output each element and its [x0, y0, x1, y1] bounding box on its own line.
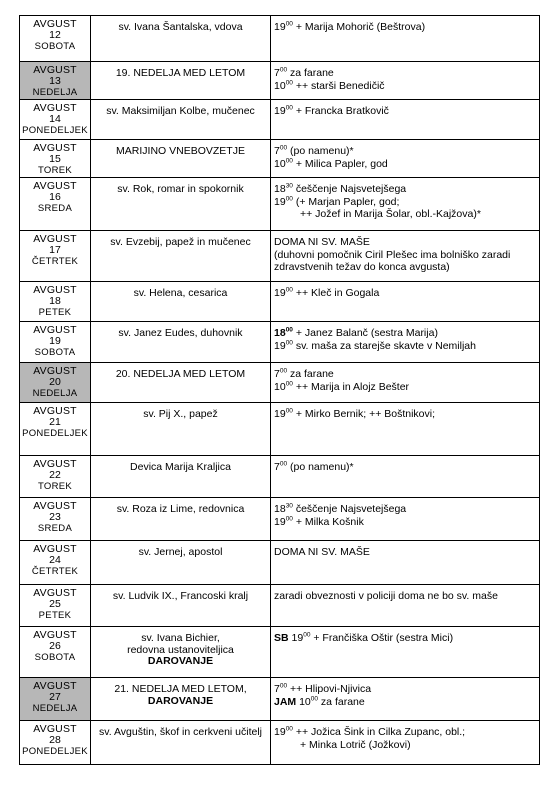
- mass-cell: [271, 403, 540, 456]
- mass-line: [274, 327, 537, 340]
- schedule-row: [20, 678, 540, 721]
- offering-label: DAROVANJE: [147, 694, 214, 707]
- schedule-row: [20, 403, 540, 456]
- feast-line: sv. Pij X., papež: [143, 408, 218, 420]
- month-label: AVGUST: [33, 142, 77, 154]
- schedule-table: [19, 15, 540, 765]
- date-cell: [20, 363, 91, 403]
- mass-minutes: 00: [285, 104, 293, 112]
- mass-text: + Milica Papler, god: [292, 157, 388, 170]
- month-label: AVGUST: [33, 324, 77, 336]
- month-label: AVGUST: [33, 458, 77, 470]
- feast-cell: [91, 456, 271, 498]
- weekday-label: SOBOTA: [34, 652, 76, 663]
- day-number: 24: [49, 554, 61, 566]
- mass-text: (po namenu)*: [287, 461, 354, 473]
- mass-line: [274, 145, 537, 158]
- date-cell: [20, 498, 91, 541]
- mass-line: [274, 683, 537, 696]
- mass-line: [274, 590, 537, 603]
- mass-cell: [271, 627, 540, 678]
- date-cell: [20, 456, 91, 498]
- mass-line: [274, 208, 537, 221]
- mass-line: [274, 368, 537, 381]
- mass-hour: 7: [274, 67, 280, 79]
- month-label: AVGUST: [33, 543, 77, 555]
- mass-cell: [271, 62, 540, 100]
- month-label: AVGUST: [33, 64, 77, 76]
- mass-hour: 18: [274, 183, 286, 195]
- day-number: 21: [49, 416, 61, 428]
- feast-cell: [91, 403, 271, 456]
- schedule-row: [20, 627, 540, 678]
- weekday-label: SOBOTA: [34, 347, 76, 358]
- weekday-label: PONEDELJEK: [22, 428, 88, 439]
- mass-line: [274, 516, 537, 529]
- mass-line: [274, 158, 537, 171]
- feast-line: sv. Ivana Bichier,: [141, 632, 220, 644]
- feast-line: sv. Ivana Šantalska, vdova: [118, 21, 243, 33]
- mass-cell: [271, 178, 540, 231]
- day-number: 26: [49, 640, 61, 652]
- mass-hour: 19: [274, 21, 286, 33]
- mass-text: ++ starši Benedičič: [292, 79, 385, 92]
- mass-time: [274, 461, 287, 473]
- day-number: 16: [49, 191, 61, 203]
- feast-line: redovna ustanoviteljica: [127, 643, 234, 656]
- mass-minutes: 00: [285, 326, 293, 334]
- weekday-label: NEDELJA: [32, 388, 78, 399]
- mass-hour: 19: [291, 632, 304, 644]
- mass-text: zdravstvenih težav do konca avgusta): [274, 261, 450, 273]
- feast-cell: [91, 62, 271, 100]
- weekday-label: ČETRTEK: [31, 566, 79, 577]
- weekday-label: SREDA: [37, 203, 73, 214]
- feast-cell: [91, 363, 271, 403]
- mass-time: [274, 340, 293, 352]
- mass-cell: [271, 541, 540, 585]
- date-cell: [20, 231, 91, 282]
- schedule-row: [20, 721, 540, 765]
- mass-hour: 7: [274, 368, 280, 380]
- mass-minutes: 00: [279, 144, 288, 152]
- mass-time: [274, 158, 293, 170]
- mass-line: [274, 381, 537, 394]
- mass-time: [274, 327, 293, 339]
- mass-minutes: 00: [285, 79, 293, 86]
- mass-cell: [271, 498, 540, 541]
- mass-text: + Frančiška Oštir (sestra Mici): [310, 632, 454, 644]
- mass-cell: [271, 363, 540, 403]
- month-label: AVGUST: [33, 18, 77, 30]
- feast-cell: [91, 541, 271, 585]
- mass-minutes: 00: [285, 20, 293, 28]
- month-label: AVGUST: [33, 405, 77, 417]
- mass-minutes: 00: [285, 407, 293, 415]
- mass-text: (+ Marjan Papler, god;: [292, 195, 400, 208]
- mass-text: za farane: [287, 67, 334, 79]
- mass-line: [274, 196, 537, 209]
- mass-line: [274, 739, 537, 752]
- weekday-label: ČETRTEK: [31, 256, 79, 267]
- mass-cell: [271, 585, 540, 627]
- mass-minutes: 00: [279, 66, 288, 74]
- feast-cell: [91, 140, 271, 178]
- month-label: AVGUST: [33, 500, 77, 512]
- mass-hour: 10: [274, 380, 286, 393]
- weekday-label: PONEDELJEK: [22, 125, 88, 136]
- mass-time: [299, 696, 318, 708]
- month-label: AVGUST: [33, 587, 77, 599]
- mass-text: DOMA NI SV. MAŠE: [274, 236, 370, 248]
- mass-line: [274, 408, 537, 421]
- mass-line: [274, 546, 537, 559]
- mass-time: [274, 408, 293, 420]
- date-cell: [20, 585, 91, 627]
- mass-text: češčenje Najsvetejšega: [292, 503, 407, 515]
- mass-text: ++ Jožef in Marija Šolar, obl.-Kajžova)*: [300, 208, 481, 220]
- day-number: 20: [49, 376, 61, 388]
- mass-time: [274, 196, 293, 208]
- schedule-row: [20, 178, 540, 231]
- feast-cell: [91, 498, 271, 541]
- mass-line: [274, 21, 537, 34]
- mass-minutes: 00: [285, 380, 293, 387]
- feast-line: 19. NEDELJA MED LETOM: [115, 67, 246, 79]
- feast-line: sv. Avguštin, škof in cerkveni učitelj: [98, 726, 263, 738]
- mass-hour: 19: [274, 195, 286, 208]
- weekday-label: NEDELJA: [32, 703, 78, 714]
- month-label: AVGUST: [33, 365, 77, 377]
- mass-time: [274, 105, 293, 117]
- mass-text: + Minka Lotrič (Jožkovi): [300, 738, 411, 751]
- schedule-row: [20, 322, 540, 363]
- mass-text: + Mirko Bernik; ++ Boštnikovi;: [292, 408, 436, 420]
- mass-minutes: 00: [279, 367, 288, 375]
- mass-minutes: 00: [285, 515, 293, 522]
- mass-time: [274, 80, 293, 92]
- schedule-row: [20, 100, 540, 140]
- mass-cell: [271, 140, 540, 178]
- mass-minutes: 00: [285, 339, 293, 346]
- mass-time: [274, 183, 293, 195]
- mass-hour: 19: [274, 339, 286, 352]
- mass-time: [274, 145, 287, 157]
- mass-line: [274, 80, 537, 93]
- feast-cell: [91, 16, 271, 62]
- feast-cell: [91, 322, 271, 363]
- mass-text: ++ Kleč in Gogala: [292, 287, 380, 299]
- mass-hour: 7: [274, 145, 280, 157]
- day-number: 19: [49, 335, 61, 347]
- day-number: 15: [49, 153, 61, 165]
- mass-line: [274, 261, 537, 274]
- schedule-row: [20, 498, 540, 541]
- month-label: AVGUST: [33, 723, 77, 735]
- mass-line: [274, 503, 537, 516]
- day-number: 14: [49, 113, 61, 125]
- mass-line: [274, 340, 537, 353]
- mass-minutes: 00: [285, 157, 293, 164]
- mass-time: [274, 503, 293, 515]
- mass-text: ++ Hlipovi-Njivica: [287, 683, 372, 695]
- weekday-label: TOREK: [37, 165, 73, 176]
- feast-line: sv. Helena, cesarica: [133, 287, 228, 299]
- date-cell: [20, 541, 91, 585]
- mass-cell: [271, 100, 540, 140]
- mass-text: + Marija Mohorič (Beštrova): [292, 21, 426, 33]
- day-number: 28: [49, 734, 61, 746]
- mass-line: [274, 249, 537, 262]
- mass-hour: 10: [274, 79, 286, 92]
- schedule-row: [20, 541, 540, 585]
- feast-line: sv. Maksimiljan Kolbe, mučenec: [106, 105, 255, 117]
- feast-line: MARIJINO VNEBOVZETJE: [116, 145, 245, 157]
- mass-hour: 19: [274, 408, 286, 420]
- date-cell: [20, 678, 91, 721]
- mass-minutes: 00: [303, 631, 311, 639]
- feast-line: sv. Jernej, apostol: [138, 546, 223, 558]
- mass-cell: [271, 678, 540, 721]
- mass-line: [274, 726, 537, 739]
- weekday-label: NEDELJA: [32, 87, 78, 98]
- day-number: 12: [49, 29, 61, 41]
- feast-line: sv. Janez Eudes, duhovnik: [118, 327, 243, 339]
- feast-line: sv. Evzebij, papež in mučenec: [110, 236, 251, 248]
- day-number: 27: [49, 691, 61, 703]
- mass-hour: 18: [274, 327, 286, 339]
- day-number: 25: [49, 598, 61, 610]
- date-cell: [20, 140, 91, 178]
- mass-time: [292, 632, 311, 644]
- mass-cell: [271, 16, 540, 62]
- mass-minutes: 30: [285, 182, 293, 190]
- mass-time: [274, 67, 287, 79]
- mass-text: češčenje Najsvetejšega: [292, 183, 407, 195]
- feast-line: sv. Ludvik IX., Francoski kralj: [112, 590, 249, 602]
- month-label: AVGUST: [33, 102, 77, 114]
- schedule-body: [20, 16, 540, 765]
- mass-time: [274, 683, 287, 695]
- offering-label: DAROVANJE: [147, 655, 214, 667]
- month-label: AVGUST: [33, 180, 77, 192]
- mass-time: [274, 368, 287, 380]
- mass-cell: [271, 282, 540, 322]
- mass-cell: [271, 322, 540, 363]
- date-cell: [20, 322, 91, 363]
- schedule-row: [20, 456, 540, 498]
- mass-line: [274, 236, 537, 249]
- weekday-label: PETEK: [38, 307, 72, 318]
- feast-line: 20. NEDELJA MED LETOM: [115, 368, 246, 380]
- mass-text: sv. maša za starejše skavte v Nemiljah: [292, 339, 476, 352]
- date-cell: [20, 282, 91, 322]
- month-label: AVGUST: [33, 680, 77, 692]
- mass-time: [274, 516, 293, 528]
- mass-line: [274, 67, 537, 80]
- mass-hour: 19: [274, 726, 286, 738]
- mass-time: [274, 381, 293, 393]
- feast-cell: [91, 721, 271, 765]
- day-number: 22: [49, 469, 61, 481]
- mass-text: zaradi obveznosti v policiji doma ne bo sv. maše: [274, 590, 498, 602]
- feast-cell: [91, 231, 271, 282]
- date-cell: [20, 627, 91, 678]
- mass-hour: 7: [274, 461, 280, 473]
- weekday-label: PETEK: [38, 610, 72, 621]
- mass-location: SB: [274, 632, 289, 644]
- weekday-label: TOREK: [37, 481, 73, 492]
- feast-line: sv. Roza iz Lime, redovnica: [116, 503, 245, 515]
- mass-text: za farane: [287, 368, 334, 380]
- mass-text: ++ Jožica Šink in Cilka Zupanc, obl.;: [292, 726, 466, 738]
- mass-time: [274, 726, 293, 738]
- mass-hour: 19: [274, 515, 286, 528]
- date-cell: [20, 16, 91, 62]
- mass-text: + Francka Bratkovič: [292, 105, 389, 117]
- mass-minutes: 00: [285, 286, 293, 294]
- mass-text: + Janez Balanč (sestra Marija): [292, 327, 438, 339]
- mass-minutes: 00: [310, 695, 319, 702]
- mass-minutes: 30: [285, 502, 293, 510]
- feast-line: 21. NEDELJA MED LETOM,: [114, 683, 247, 695]
- mass-hour: 19: [274, 287, 286, 299]
- mass-hour: 18: [274, 503, 286, 515]
- feast-cell: [91, 100, 271, 140]
- schedule-row: [20, 62, 540, 100]
- feast-line: sv. Rok, romar in spokornik: [117, 183, 244, 195]
- mass-line: [274, 461, 537, 474]
- mass-minutes: 00: [285, 195, 293, 202]
- mass-hour: 19: [274, 105, 286, 117]
- month-label: AVGUST: [33, 629, 77, 641]
- mass-time: [274, 287, 293, 299]
- schedule-row: [20, 140, 540, 178]
- mass-time: [274, 21, 293, 33]
- mass-minutes: 00: [279, 460, 288, 468]
- date-cell: [20, 178, 91, 231]
- mass-location: JAM: [274, 695, 297, 708]
- mass-hour: 10: [299, 695, 311, 708]
- day-number: 23: [49, 511, 61, 523]
- weekday-label: SREDA: [37, 523, 73, 534]
- mass-text: (po namenu)*: [287, 145, 354, 157]
- day-number: 18: [49, 295, 61, 307]
- schedule-row: [20, 231, 540, 282]
- mass-minutes: 00: [279, 682, 288, 690]
- feast-cell: [91, 282, 271, 322]
- feast-cell: [91, 585, 271, 627]
- mass-text: + Milka Košnik: [292, 515, 364, 528]
- weekday-label: SOBOTA: [34, 41, 76, 52]
- schedule-row: [20, 16, 540, 62]
- day-number: 13: [49, 75, 61, 87]
- day-number: 17: [49, 244, 61, 256]
- schedule-row: [20, 585, 540, 627]
- feast-line: Devica Marija Kraljica: [130, 461, 231, 473]
- schedule-row: [20, 363, 540, 403]
- feast-cell: [91, 678, 271, 721]
- mass-hour: 10: [274, 157, 286, 170]
- schedule-row: [20, 282, 540, 322]
- mass-cell: [271, 231, 540, 282]
- month-label: AVGUST: [33, 284, 77, 296]
- mass-minutes: 00: [285, 725, 293, 733]
- mass-text: za farane: [318, 695, 365, 708]
- feast-cell: [91, 178, 271, 231]
- month-label: AVGUST: [33, 233, 77, 245]
- weekday-label: PONEDELJEK: [22, 746, 88, 757]
- mass-hour: 7: [274, 683, 280, 695]
- mass-line: [274, 183, 537, 196]
- mass-text: ++ Marija in Alojz Bešter: [292, 380, 410, 393]
- mass-line: [274, 105, 537, 118]
- mass-text: (duhovni pomočnik Ciril Plešec ima bolniško zaradi: [274, 248, 511, 261]
- date-cell: [20, 100, 91, 140]
- date-cell: [20, 62, 91, 100]
- feast-cell: [91, 627, 271, 678]
- mass-line: [274, 696, 537, 709]
- mass-line: [274, 632, 537, 645]
- mass-line: [274, 287, 537, 300]
- date-cell: [20, 721, 91, 765]
- date-cell: [20, 403, 91, 456]
- mass-cell: [271, 456, 540, 498]
- mass-text: DOMA NI SV. MAŠE: [274, 546, 370, 558]
- mass-cell: [271, 721, 540, 765]
